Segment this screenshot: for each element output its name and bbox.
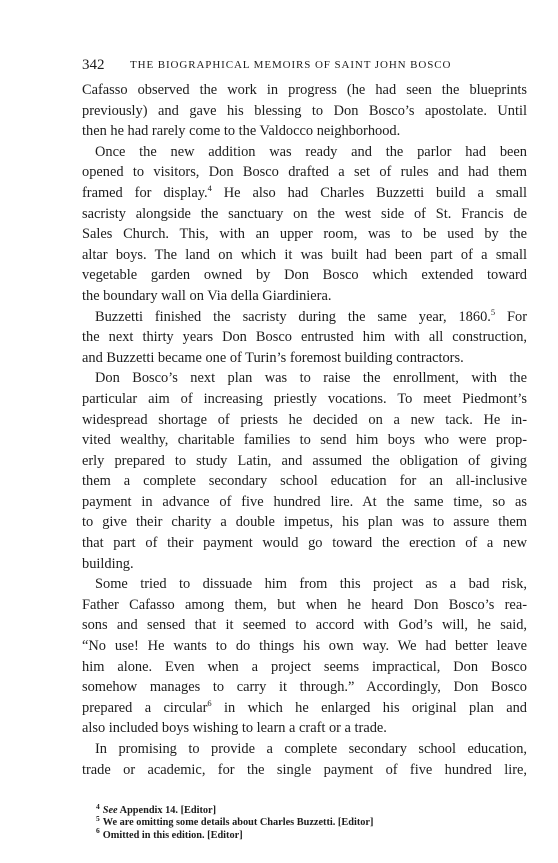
line-text: them a complete secondary school education for an all-inclusive xyxy=(82,473,527,490)
footnote-reference[interactable]: 5 xyxy=(490,306,496,317)
line-text: He also had Charles Buzzetti build a small xyxy=(211,184,527,201)
line-text: widespread shortage of priests he decided on a new tack. He in- xyxy=(82,411,527,428)
text-line xyxy=(82,245,527,266)
line-text: altar boys. The land on which it was built had been part of a small xyxy=(82,246,527,263)
text-line xyxy=(82,80,527,101)
text-line xyxy=(82,327,527,348)
text-line xyxy=(82,162,527,183)
line-text: particular aim of increasing priestly vocations. To meet Piedmont’s xyxy=(82,390,527,407)
text-line xyxy=(82,718,527,739)
text-line xyxy=(82,307,527,328)
line-text: trade or academic, for the single payment of five hundred lire, xyxy=(82,761,527,778)
line-text: Cafasso observed the work in progress (he had seen the blueprints xyxy=(82,82,527,98)
text-line xyxy=(82,265,527,286)
text-line xyxy=(82,471,527,492)
line-text: Sales Church. This, with an upper room, was to be used by the xyxy=(82,226,527,243)
line-text: Buzzetti finished the sacristy during the same year, 1860. xyxy=(95,308,491,325)
line-text: In promising to provide a complete secondary school education, xyxy=(95,741,527,757)
text-line xyxy=(82,142,527,163)
text-line xyxy=(82,615,527,636)
footnote-mark: 6 xyxy=(96,826,100,836)
footnote-text: Omitted in this edition. [Editor] xyxy=(102,829,243,841)
text-line xyxy=(82,368,527,389)
text-line xyxy=(82,492,527,513)
line-text: previously) and gave his blessing to Don Bosco’s apostolate. Until xyxy=(82,102,527,119)
text-line xyxy=(82,101,527,122)
page-number: 342 xyxy=(82,57,105,73)
text-line xyxy=(82,636,527,657)
text-line xyxy=(82,121,527,142)
line-text: vegetable garden owned by Don Bosco which extended toward xyxy=(82,267,527,284)
line-text: framed for display. xyxy=(82,184,208,201)
line-text: “No use! He wants to do things his own way. We had better leave xyxy=(82,638,527,655)
text-line xyxy=(82,286,527,307)
text-line xyxy=(82,512,527,533)
text-line xyxy=(82,760,527,781)
line-text: erly prepared to study Latin, and assumed the obligation of giving xyxy=(82,452,527,469)
text-line xyxy=(82,430,527,451)
text-line xyxy=(82,739,527,760)
line-text: in which he enlarged his original plan and xyxy=(211,699,527,716)
line-text: Father Cafasso among them, but when he heard Don Bosco’s rea- xyxy=(82,596,527,613)
line-text: somehow manages to carry it through.” Accordingly, Don Bosco xyxy=(82,679,527,696)
footnote-text: Appendix 14. [Editor] xyxy=(117,805,217,816)
text-line xyxy=(82,451,527,472)
line-text: and Buzzetti became one of Turin’s foremost building contractors. xyxy=(82,349,464,366)
line-text: opened to visitors, Don Bosco drafted a set of rules and had them xyxy=(82,164,527,181)
line-text: Don Bosco’s next plan was to raise the enrollment, with the xyxy=(95,370,527,387)
line-text: sacristy alongside the sanctuary on the west side of St. Francis de xyxy=(82,205,527,222)
line-text: prepared a circular xyxy=(82,699,208,716)
running-header xyxy=(82,55,527,75)
text-line xyxy=(82,698,527,719)
line-text: him alone. Even when a project seems impractical, Don Bosco xyxy=(82,658,527,675)
line-text: Some tried to dissuade him from this project as a bad risk, xyxy=(95,576,527,593)
line-text: the boundary wall on Via della Giardiniera. xyxy=(82,287,332,304)
line-text: vited wealthy, charitable families to send him boys who were prop- xyxy=(82,432,527,449)
footnote xyxy=(96,826,526,842)
text-line xyxy=(82,348,527,369)
footnote-text: We are omitting some details about Charles Buzzetti. [Editor] xyxy=(102,817,374,829)
line-text: to give their charity a double impetus, his plan was to assure them xyxy=(82,514,527,531)
text-line xyxy=(82,574,527,595)
text-line xyxy=(82,224,527,245)
footnote xyxy=(96,813,526,829)
line-text: building. xyxy=(82,555,134,572)
body-text xyxy=(82,80,527,780)
line-text: also included boys wishing to learn a craft or a trade. xyxy=(82,720,387,737)
line-text: For xyxy=(495,308,528,325)
line-text: then he had rarely come to the Valdocco neighborhood. xyxy=(82,123,401,140)
footnote xyxy=(96,801,526,817)
line-text: sons and sensed that it seemed to accord with God’s will, he said, xyxy=(82,617,527,634)
footnotes xyxy=(96,801,526,842)
text-line xyxy=(82,595,527,616)
running-title: THE BIOGRAPHICAL MEMOIRS OF SAINT JOHN BOSCO xyxy=(130,59,452,71)
footnote-mark: 5 xyxy=(96,813,100,823)
footnote-reference[interactable]: 6 xyxy=(207,698,212,709)
line-text: that part of their payment would go toward the erection of a new xyxy=(82,535,527,552)
line-text: payment in advance of five hundred lire. At the same time, so as xyxy=(82,493,527,510)
footnote-mark: 4 xyxy=(96,801,100,811)
text-line xyxy=(82,204,527,225)
footnote-italic: See xyxy=(102,805,118,816)
text-line xyxy=(82,657,527,678)
footnote-reference[interactable]: 4 xyxy=(207,183,212,194)
text-line xyxy=(82,389,527,410)
text-line xyxy=(82,183,527,204)
line-text: Once the new addition was ready and the parlor had been xyxy=(95,143,527,160)
text-line xyxy=(82,533,527,554)
text-line xyxy=(82,410,527,431)
text-line xyxy=(82,554,527,575)
text-line xyxy=(82,677,527,698)
line-text: the next thirty years Don Bosco entrusted him with all construction, xyxy=(82,329,527,346)
